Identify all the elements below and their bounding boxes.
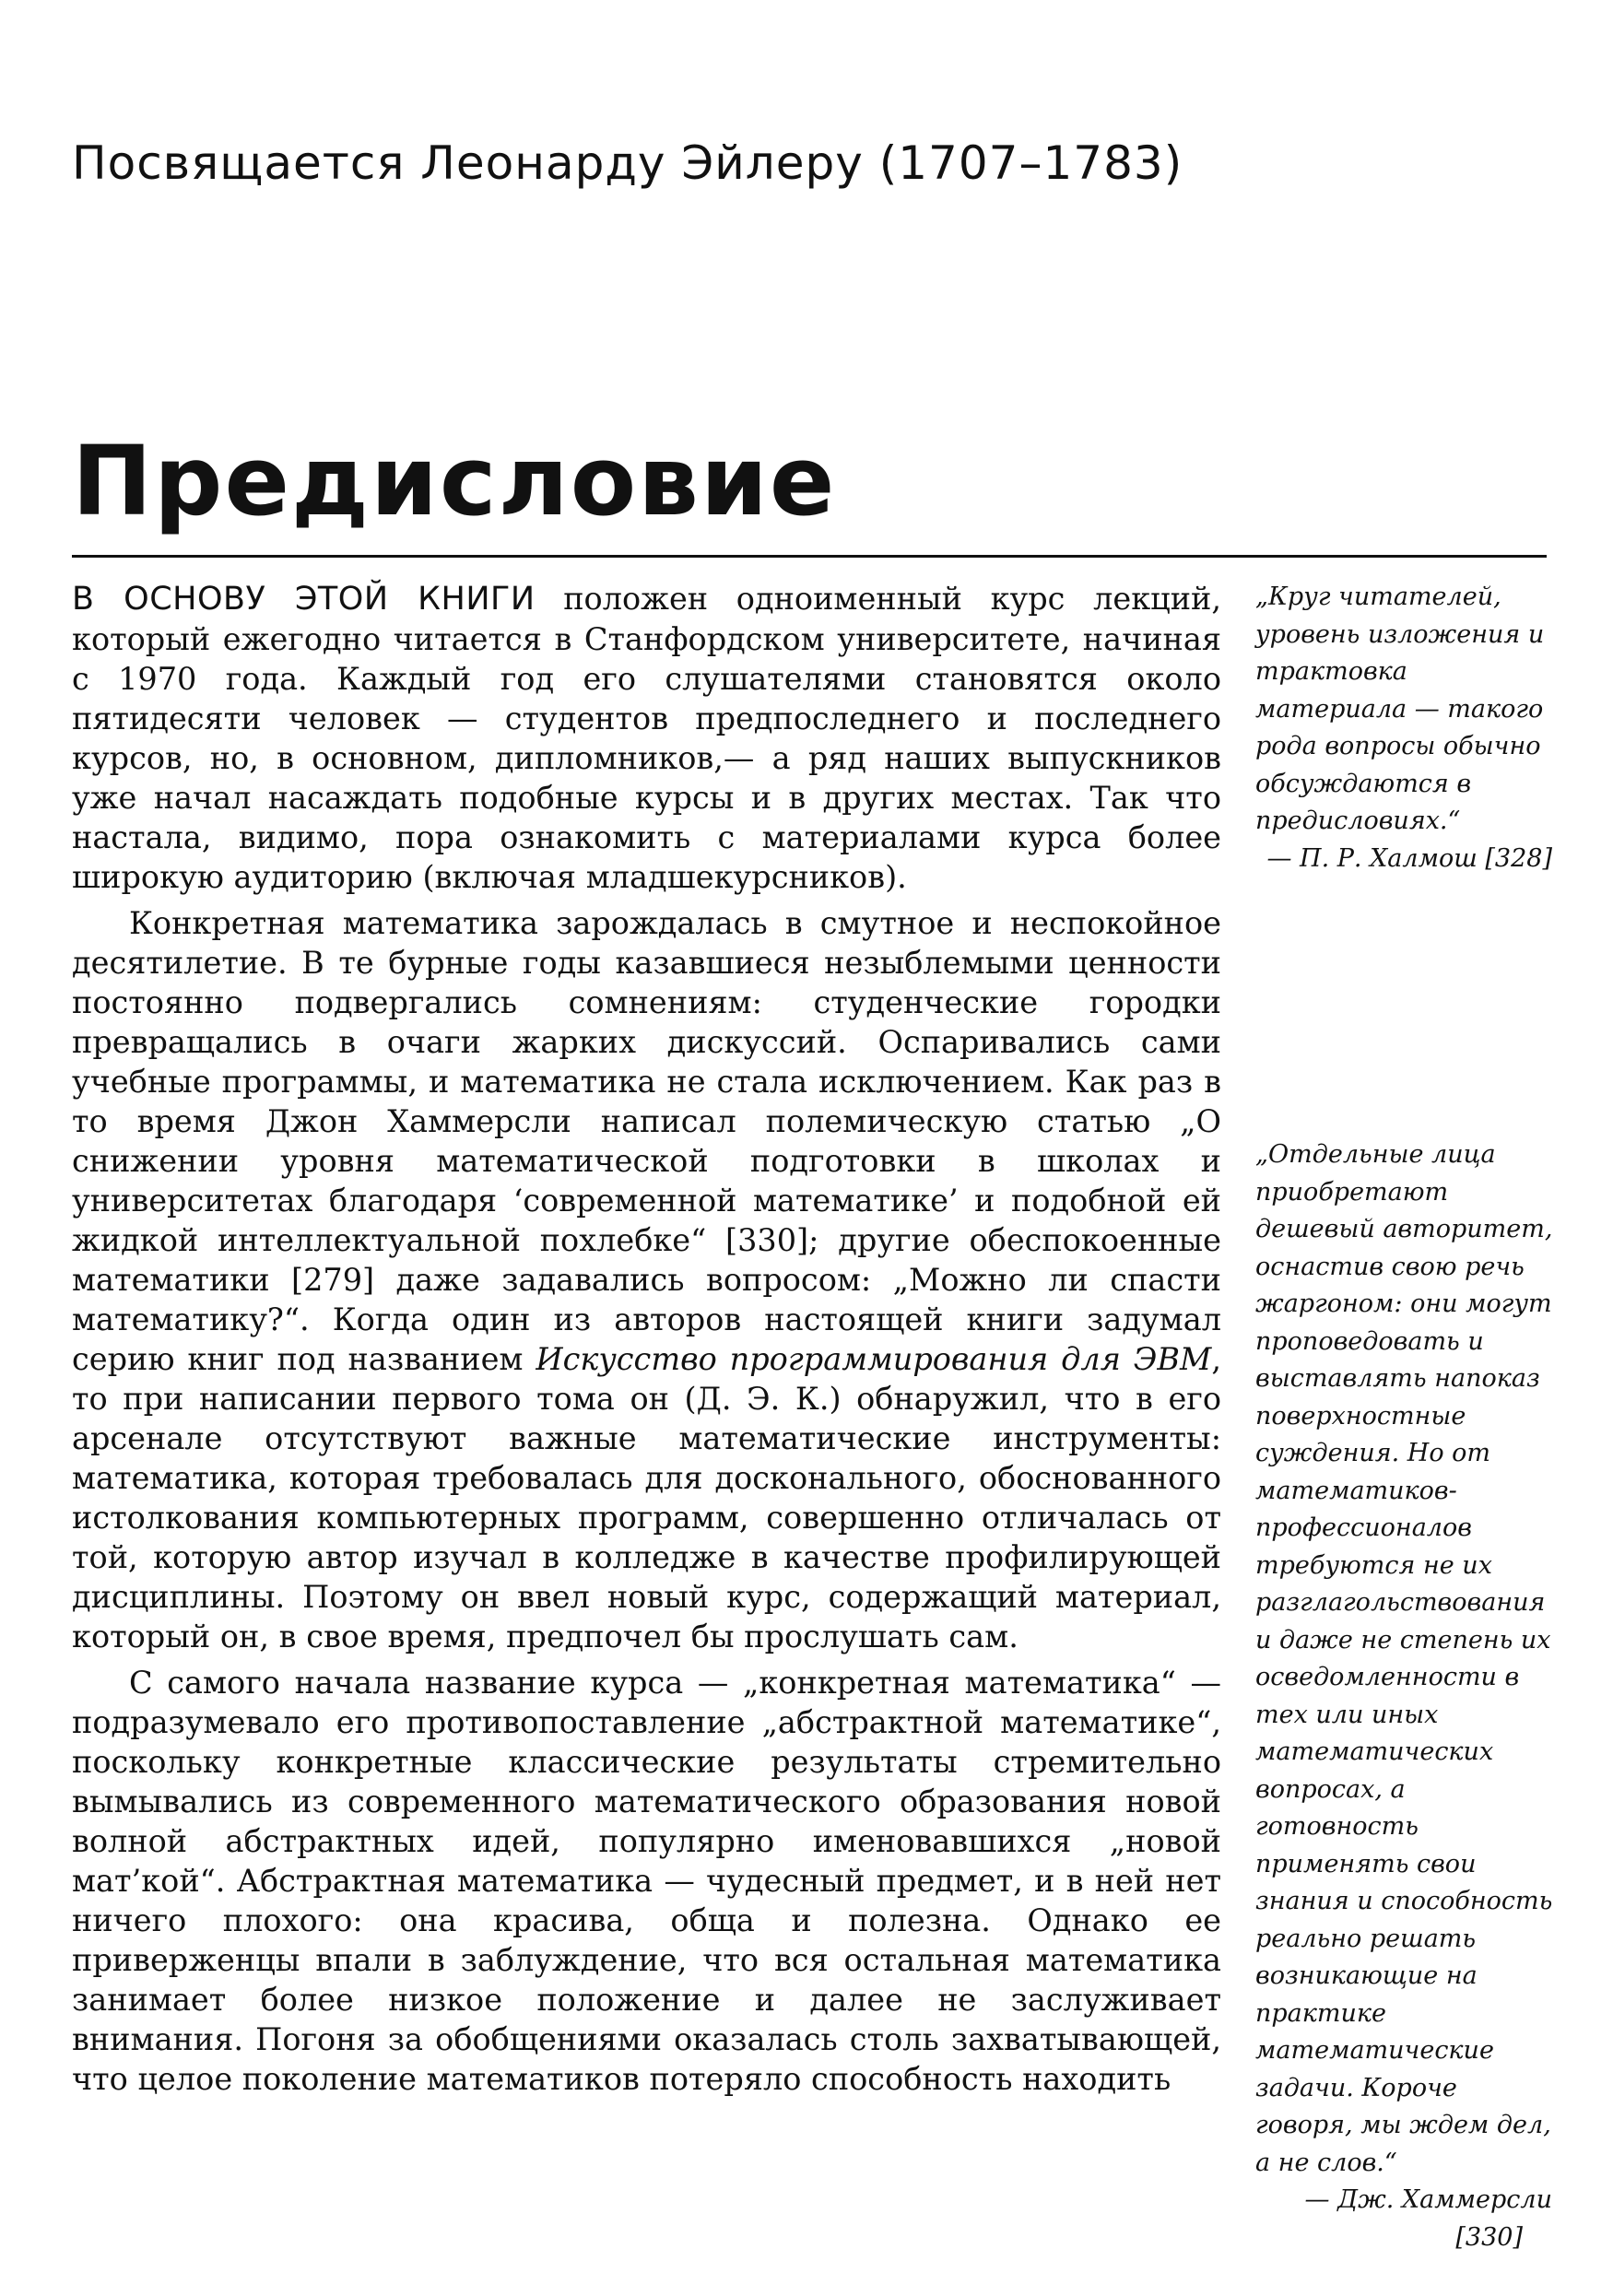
paragraph-2: [72, 903, 1221, 1656]
paragraph-1: [72, 579, 1221, 897]
margin-quote-text: „Круг читателей, уровень изложения и трактовка материала — такого рода вопросы обычно обсуждаются в предисловиях.“: [1255, 583, 1545, 835]
margin-quote-attribution: — Дж. Хаммерсли: [1304, 2185, 1552, 2214]
margin-quote-reference: [330]: [1455, 2222, 1523, 2252]
paragraph-3-text: С самого начала название курса — „конкретная математика“ — подразумевало его противопоставление „абстрактной математике“, поскольку конкретные классические результаты стремительно вымывались из современного математического образования новой волной абстрактных идей, популярно именовавшихся „новой мат’кой“. Абстрактная математика — чудесный предмет, и в ней нет ничего плохого: она красива, обща и полезна. Однако ее приверженцы впали в заблуждение, что вся остальная математика занимает более низкое положение и далее не заслуживает внимания. Погоня за обобщениями оказалась столь захватывающей, что целое поколение математиков потеряло способность находить: [72, 1665, 1221, 2097]
paragraph-3: [72, 1663, 1221, 2099]
chapter-title: Предисловие: [72, 425, 837, 537]
dedication: Посвящается Леонарду Эйлеру (1707–1783): [72, 136, 1183, 190]
paragraph-2-text-end: , то при написании первого тома он (Д. Э. К.) обнаружил, что в его арсенале отсутствуют важные математические инструменты: математика, которая требовалась для досконального, обоснованного истолкования компьютерных программ, совершенно отличалась от той, которую автор изучал в колледже в качестве профилирующей дисциплины. Поэтому он ввел новый курс, содержащий материал, который он, в свое время, предпочел бы прослушать сам.: [72, 1341, 1221, 1654]
margin-quote-text: „Отдельные лица приобретают дешевый авторитет, оснастив свою речь жаргоном: они могут проповедовать и выставлять напоказ поверхностные суждения. Но от математиков-профессионалов требуются не их разглагольствования и даже не степень их осведомленности в тех или иных математических вопросах, а готовность применять свои знания и способность реально решать возникающие на практике математические задачи. Короче говоря, мы ждем дел, а не слов.“: [1255, 1140, 1553, 2177]
paragraph-1-text: положен одноименный курс лекций, который ежегодно читается в Станфордском университете, начиная с 1970 года. Каждый год его слушателями становятся около пятидесяти человек — студентов предпоследнего и последнего курсов, но, в основном, дипломников,— а ряд наших выпускников уже начал насаждать подобные курсы и в других местах. Так что настала, видимо, пора ознакомить с материалами курса более широкую аудиторию (включая младшекурсников).: [72, 581, 1221, 895]
book-title: Искусство программирования для ЭВМ: [536, 1341, 1212, 1377]
margin-quote-halmos: [1255, 579, 1560, 877]
main-text: [72, 579, 1221, 2099]
margin-quote-hammersley: [1255, 1136, 1560, 2256]
margin-quote-attribution: — П. Р. Халмош [328]: [1266, 843, 1552, 873]
paragraph-1-lead-caps: В ОСНОВУ ЭТОЙ КНИГИ: [72, 581, 536, 618]
title-rule: [72, 555, 1547, 558]
paragraph-2-text-start: Конкретная математика зарождалась в смутное и неспокойное десятилетие. В те бурные годы казавшиеся незыблемыми ценности постоянно подвергались сомнениям: студенческие городки превращались в очаги жарких дискуссий. Оспаривались сами учебные программы, и математика не стала исключением. Как раз в то время Джон Хаммерсли написал полемическую статью „О снижении уровня математической подготовки в школах и университетах благодаря ‘современной математике’ и подобной ей жидкой интеллектуальной похлебке“ [330]; другие обеспокоенные математики [279] даже задавались вопросом: „Можно ли спасти математику?“. Когда один из авторов настоящей книги задумал серию книг под названием: [72, 905, 1221, 1377]
